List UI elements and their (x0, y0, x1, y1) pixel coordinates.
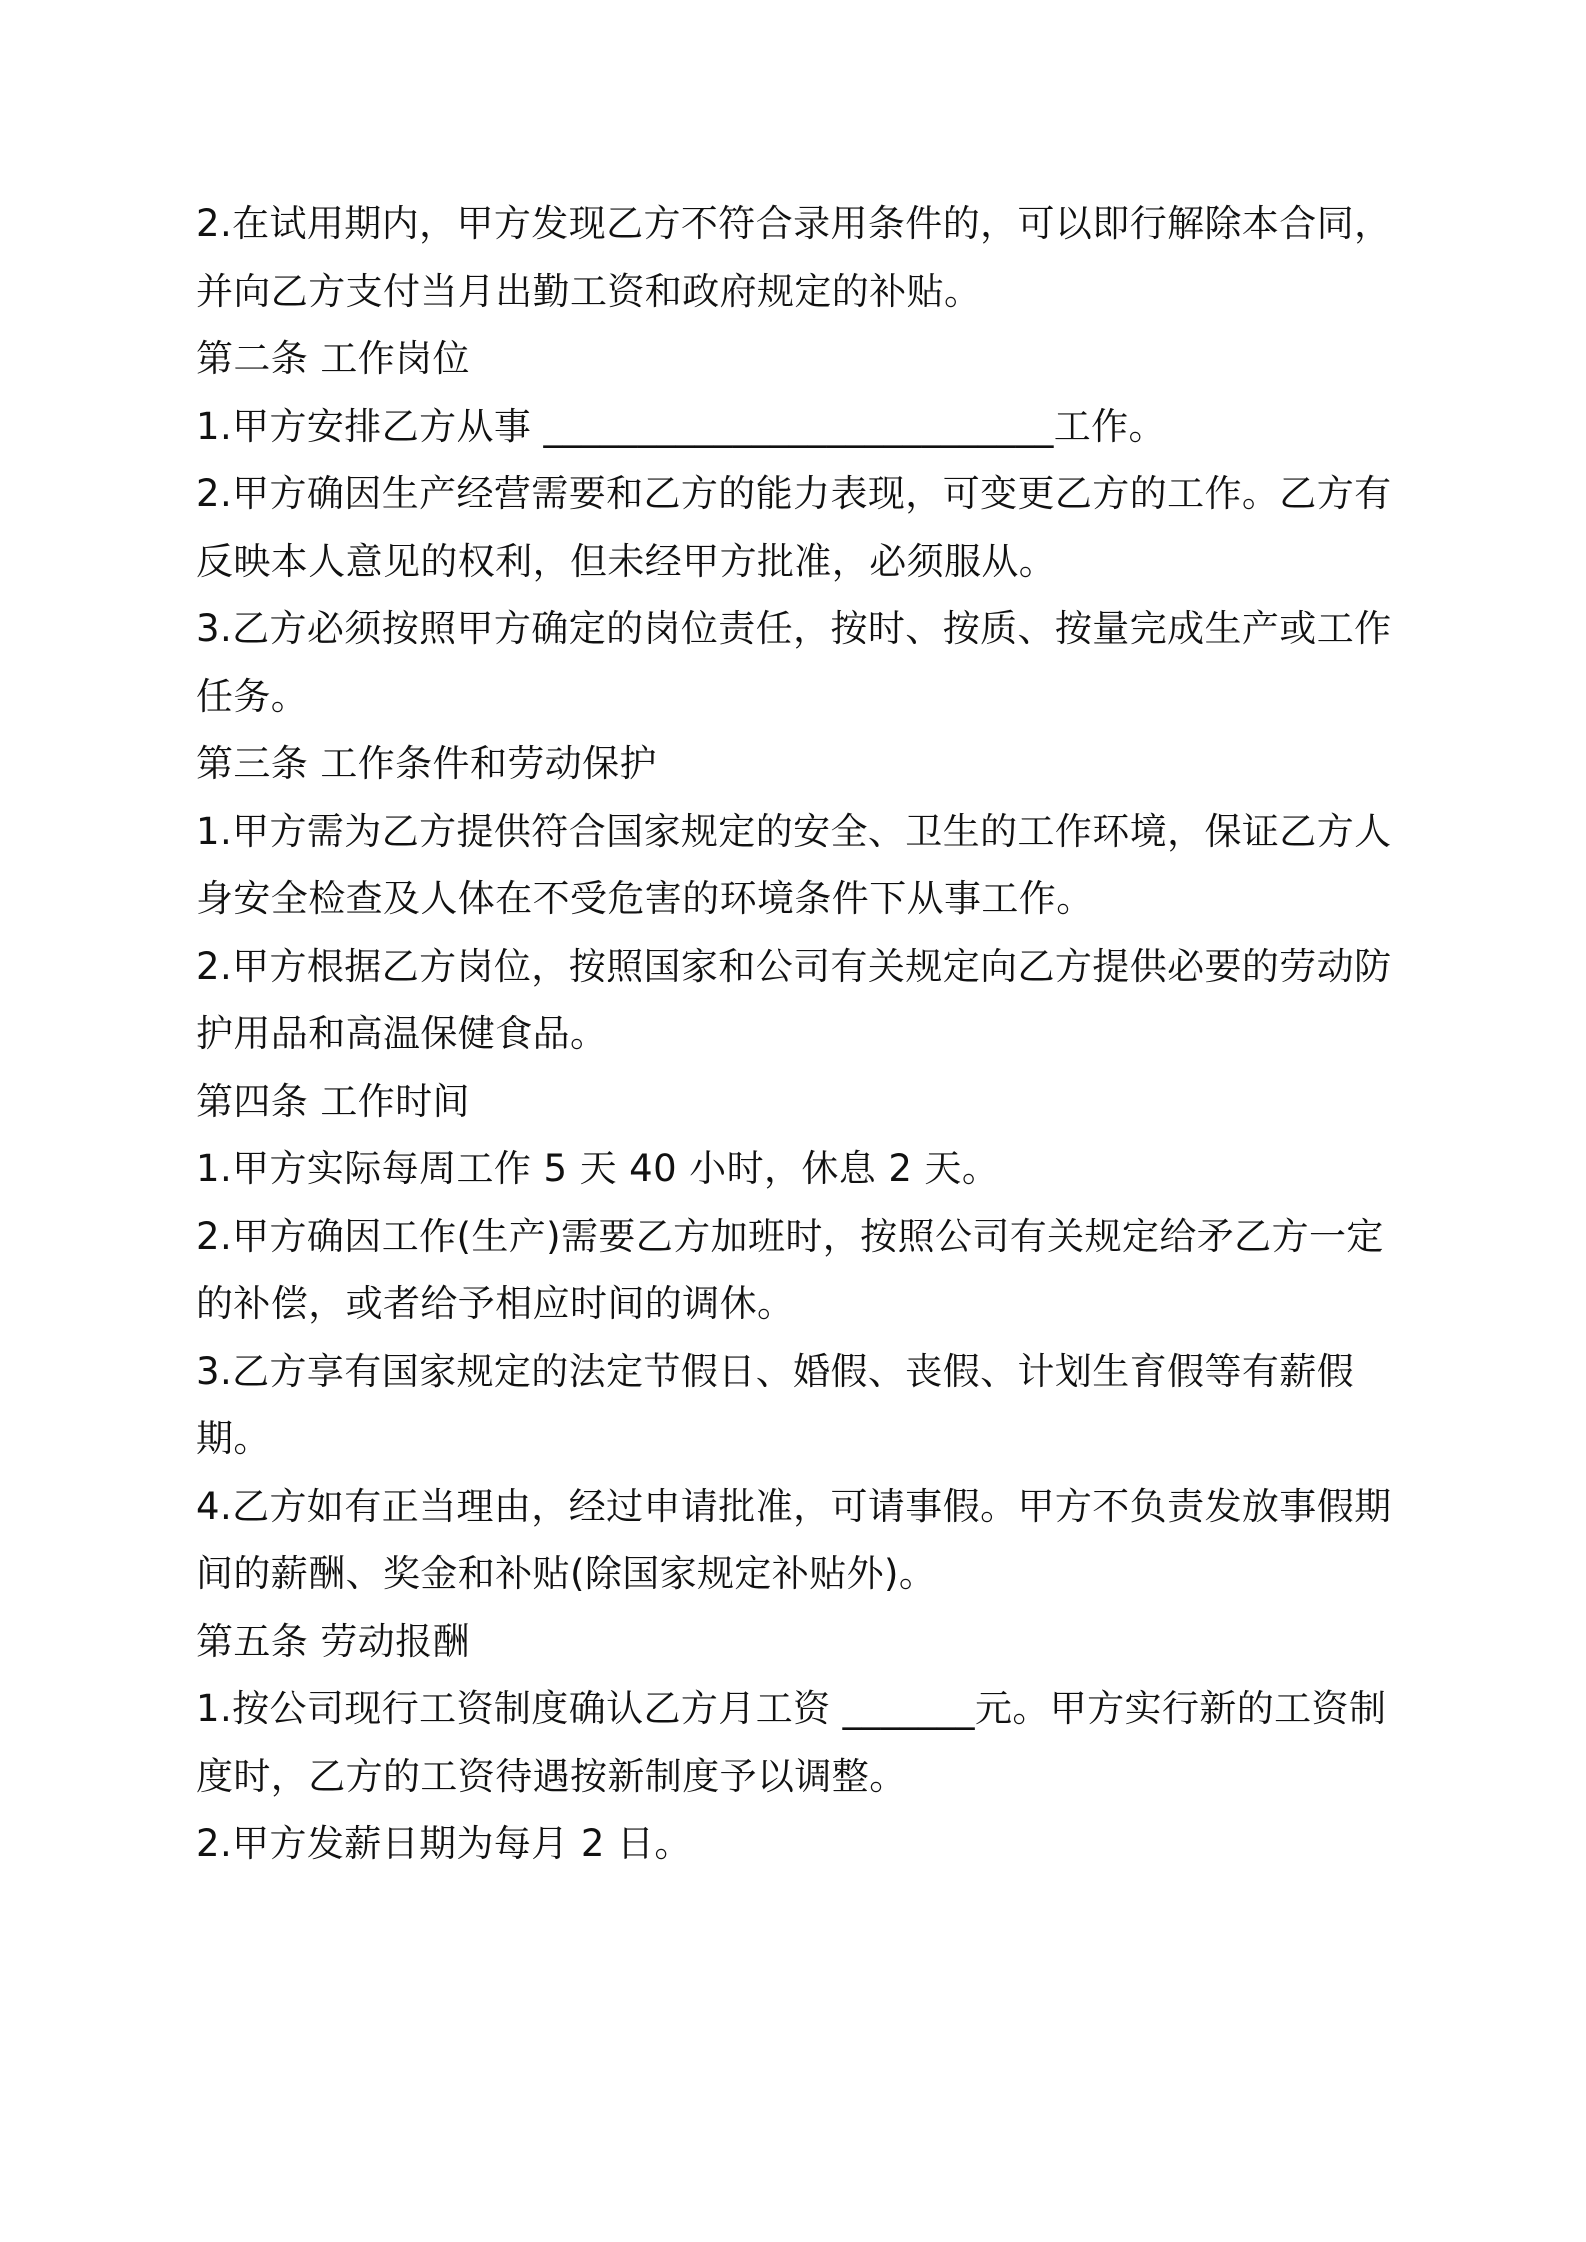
document-body (196, 190, 1416, 1878)
article-3-clause-2-cont: 护用品和高温保健食品。 (196, 1012, 608, 1055)
article-4-heading: 第四条 工作时间 (196, 1079, 470, 1123)
article-4-clause-3: 3.乙方享有国家规定的法定节假日、婚假、丧假、计划生育假等有薪假 (196, 1349, 1355, 1393)
article-4-clause-4-cont: 间的薪酬、奖金和补贴(除国家规定补贴外)。 (196, 1552, 937, 1595)
article-3-clause-2: 2.甲方根据乙方岗位，按照国家和公司有关规定向乙方提供必要的劳动防 (196, 944, 1392, 988)
article-4-clause-2-cont: 的补偿，或者给予相应时间的调休。 (196, 1282, 795, 1325)
article-2-clause-3-cont: 任务。 (196, 674, 309, 718)
article-5-clause-1: 1.按公司现行工资制度确认乙方月工资 _______元。甲方实行新的工资制 (196, 1687, 1387, 1730)
article-4-clause-4: 4.乙方如有正当理由，经过申请批准，可请事假。甲方不负责发放事假期 (196, 1484, 1392, 1528)
article-2-clause-3: 3.乙方必须按照甲方确定的岗位责任，按时、按质、按量完成生产或工作 (196, 607, 1392, 650)
article-5-clause-1-cont: 度时，乙方的工资待遇按新制度予以调整。 (196, 1754, 907, 1798)
clause-2-probation-termination: 2.在试用期内，甲方发现乙方不符合录用条件的，可以即行解除本合同， (196, 202, 1392, 245)
article-2-clause-2-cont: 反映本人意见的权利，但未经甲方批准，必须服从。 (196, 539, 1057, 583)
clause-2-probation-termination-cont: 并向乙方支付当月出勤工资和政府规定的补贴。 (196, 269, 982, 313)
article-3-clause-1-cont: 身安全检查及人体在不受危害的环境条件下从事工作。 (196, 877, 1094, 920)
article-4-clause-1: 1.甲方实际每周工作 5 天 40 小时，休息 2 天。 (196, 1147, 1000, 1190)
article-4-clause-3-cont: 期。 (196, 1417, 271, 1460)
article-3-heading: 第三条 工作条件和劳动保护 (196, 742, 657, 785)
article-3-clause-1: 1.甲方需为乙方提供符合国家规定的安全、卫生的工作环境，保证乙方人 (196, 809, 1392, 853)
article-4-clause-2: 2.甲方确因工作(生产)需要乙方加班时，按照公司有关规定给矛乙方一定 (196, 1214, 1384, 1258)
article-2-heading: 第二条 工作岗位 (196, 337, 470, 380)
article-5-clause-2: 2.甲方发薪日期为每月 2 日。 (196, 1822, 692, 1865)
article-5-heading: 第五条 劳动报酬 (196, 1619, 470, 1663)
article-2-clause-2: 2.甲方确因生产经营需要和乙方的能力表现，可变更乙方的工作。乙方有 (196, 472, 1392, 515)
article-2-clause-1: 1.甲方安排乙方从事 ___________________________工作。 (196, 404, 1166, 448)
